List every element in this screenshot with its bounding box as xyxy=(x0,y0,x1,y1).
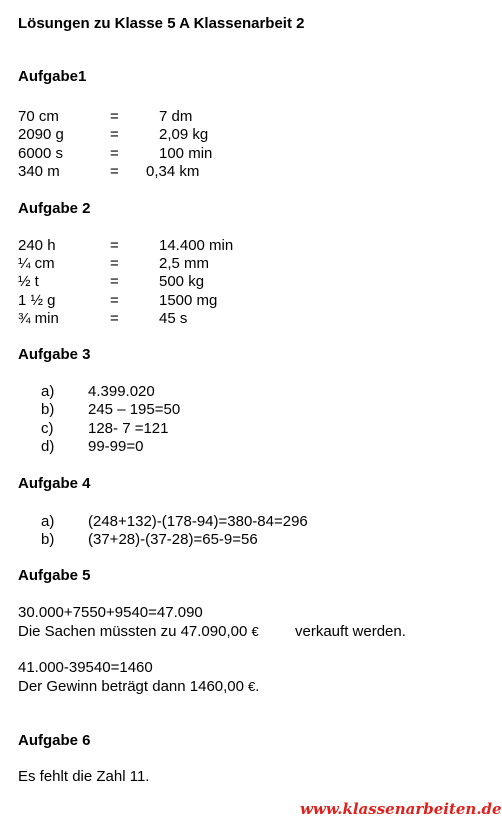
row-right: 14.400 min xyxy=(159,237,234,254)
row-left: 70 cm xyxy=(18,108,59,125)
aufgabe6-heading: Aufgabe 6 xyxy=(18,732,91,749)
calculation-line: 30.000+7550+9540=47.090 xyxy=(18,604,203,621)
row-left: 340 m xyxy=(18,163,60,180)
row-left: 240 h xyxy=(18,237,56,254)
aufgabe1-heading: Aufgabe1 xyxy=(18,68,87,85)
row-right: 7 dm xyxy=(159,108,193,125)
row-equals: = xyxy=(110,292,119,309)
answer-sentence xyxy=(18,623,259,640)
row-right: 1500 mg xyxy=(159,292,218,309)
euro-sign: € xyxy=(248,679,256,694)
row-equals: = xyxy=(110,273,119,290)
row-equals: = xyxy=(110,163,119,180)
row-left: ¼ cm xyxy=(18,255,55,272)
aufgabe2-heading: Aufgabe 2 xyxy=(18,200,91,217)
item-label: a) xyxy=(41,383,55,400)
answer-sentence xyxy=(18,678,259,695)
item-text: 99-99=0 xyxy=(88,438,144,455)
item-label: b) xyxy=(41,531,55,548)
aufgabe3-heading: Aufgabe 3 xyxy=(18,346,91,363)
row-left: ¾ min xyxy=(18,310,59,327)
row-right: 0,34 km xyxy=(146,163,200,180)
page-title: Lösungen zu Klasse 5 A Klassenarbeit 2 xyxy=(18,15,305,32)
item-label: b) xyxy=(41,401,55,418)
aufgabe4-heading: Aufgabe 4 xyxy=(18,475,91,492)
row-right: 100 min xyxy=(159,145,213,162)
row-right: 2,09 kg xyxy=(159,126,209,143)
row-left: 6000 s xyxy=(18,145,64,162)
item-text: (37+28)-(37-28)=65-9=56 xyxy=(88,531,258,548)
row-equals: = xyxy=(110,126,119,143)
row-left: ½ t xyxy=(18,273,39,290)
euro-sign: € xyxy=(251,624,259,639)
aufgabe5-heading: Aufgabe 5 xyxy=(18,567,91,584)
answer-sentence: Es fehlt die Zahl 11. xyxy=(18,768,150,785)
item-text: 128- 7 =121 xyxy=(88,420,169,437)
item-text: 4.399.020 xyxy=(88,383,155,400)
row-right: 500 kg xyxy=(159,273,205,290)
watermark-logo: www.klassenarbeiten.de xyxy=(300,800,502,818)
row-equals: = xyxy=(110,108,119,125)
item-label: c) xyxy=(41,420,54,437)
row-right: 45 s xyxy=(159,310,188,327)
answer-sentence-text: Die Sachen müssten zu 47.090,00 xyxy=(18,623,248,640)
row-left: 2090 g xyxy=(18,126,64,143)
item-label: d) xyxy=(41,438,55,455)
item-text: 245 – 195=50 xyxy=(88,401,181,418)
row-equals: = xyxy=(110,310,119,327)
answer-sentence-end: . xyxy=(255,678,260,695)
row-equals: = xyxy=(110,255,119,272)
row-left: 1 ½ g xyxy=(18,292,56,309)
row-equals: = xyxy=(110,145,119,162)
row-equals: = xyxy=(110,237,119,254)
calculation-line: 41.000-39540=1460 xyxy=(18,659,153,676)
row-right: 2,5 mm xyxy=(159,255,210,272)
item-text: (248+132)-(178-94)=380-84=296 xyxy=(88,513,308,530)
item-label: a) xyxy=(41,513,55,530)
answer-sentence-end: verkauft werden. xyxy=(295,623,406,640)
answer-sentence-text: Der Gewinn beträgt dann 1460,00 xyxy=(18,678,244,695)
